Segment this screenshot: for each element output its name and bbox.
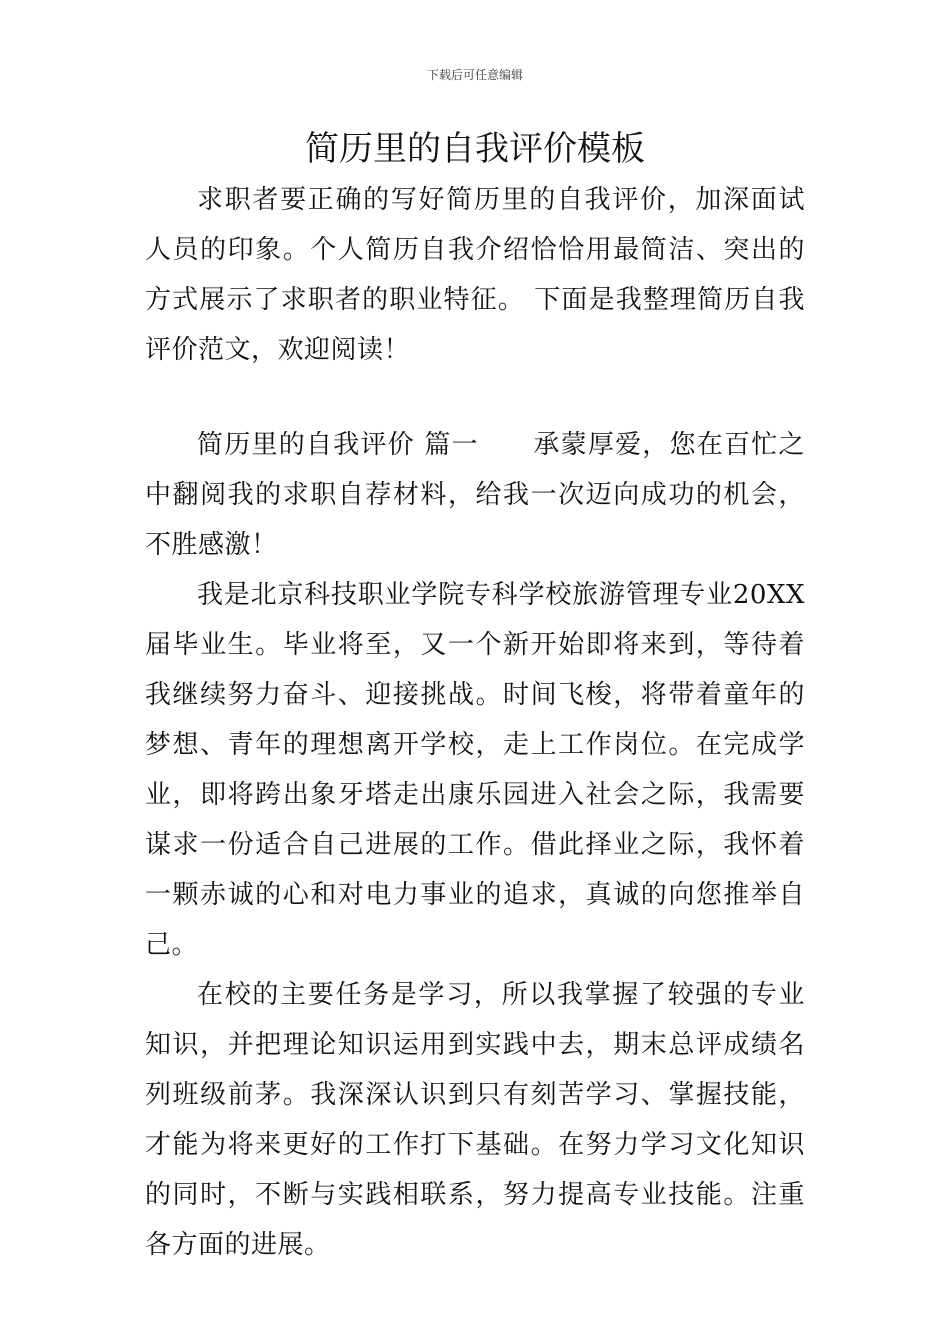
document-title: 简历里的自我评价模板 <box>305 129 645 169</box>
document-body <box>145 175 805 1270</box>
section-one-opening-paragraph: 简历里的自我评价 篇一 承蒙厚爱，您在百忙之中翻阅我的求职自荐材料，给我一次迈向成功的机会，不胜感激！ <box>145 430 805 560</box>
paragraph-gap <box>145 375 805 420</box>
header-note: 下载后可任意编辑 <box>426 68 523 82</box>
introduction-paragraph: 我是北京科技职业学院专科学校旅游管理专业20XX届毕业生。毕业将至，又一个新开始即将来到，等待着我继续努力奋斗、迎接挑战。时间飞梭，将带着童年的梦想、青年的理想离开学校，走上工作岗位。在完成学业，即将跨出象牙塔走出康乐园进入社会之际，我需要谋求一份适合自己进展的工作。借此择业之际，我怀着一颗赤诚的心和对电力事业的追求，真诚的向您推举自己。 <box>145 580 805 960</box>
intro-paragraph: 求职者要正确的写好简历里的自我评价，加深面试人员的印象。个人简历自我介绍恰恰用最简洁、突出的方式展示了求职者的职业特征。 下面是我整理简历自我评价范文，欢迎阅读！ <box>145 185 805 365</box>
study-paragraph: 在校的主要任务是学习，所以我掌握了较强的专业知识，并把理论知识运用到实践中去，期末总评成绩名列班级前茅。我深深认识到只有刻苦学习、掌握技能，才能为将来更好的工作打下基础。在努力学习文化知识的同时，不断与实践相联系，努力提高专业技能。注重各方面的进展。 <box>145 980 805 1260</box>
